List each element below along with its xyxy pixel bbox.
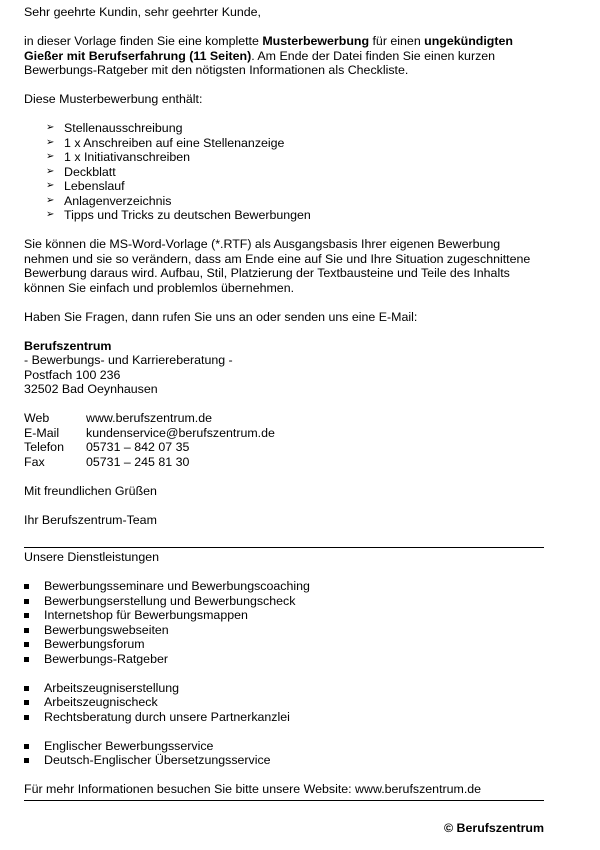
footer-info: Für mehr Informationen besuchen Sie bitte unsere Website: www.berufszentrum.de xyxy=(24,782,482,796)
copyright: © Berufszentrum xyxy=(443,821,544,835)
contact-row-email xyxy=(24,426,544,441)
square-bullet-icon xyxy=(24,628,29,633)
po-box: Postfach 100 236 xyxy=(24,367,121,382)
square-bullet-icon xyxy=(24,758,29,763)
contact-block xyxy=(24,411,544,469)
contact-label: E-Mail xyxy=(24,425,60,440)
services-list xyxy=(24,681,544,725)
list-item: Internetshop für Bewerbungsmappen xyxy=(24,608,544,623)
list-item: ➢ Lebenslauf xyxy=(46,179,125,193)
usage-line: nehmen und sie so verändern, dass am Ende eine auf Sie und Ihre Situation zugeschnittene xyxy=(24,251,531,266)
intro-text: für einen xyxy=(369,34,425,48)
contents-list xyxy=(24,121,544,223)
list-item: ➢ 1 x Anschreiben auf eine Stellenanzeige xyxy=(46,135,285,150)
contact-label: Fax xyxy=(24,454,45,469)
list-item: ➢ Deckblatt xyxy=(46,164,116,179)
list-item: Arbeitszeugnischeck xyxy=(24,695,544,710)
list-item: ➢ Stellenausschreibung xyxy=(46,121,183,135)
list-item: ➢ Tipps und Tricks zu deutschen Bewerbungen xyxy=(46,208,311,222)
square-bullet-icon xyxy=(24,715,29,720)
document-page xyxy=(24,0,544,801)
intro-bold-musterbewerbung: Musterbewerbung xyxy=(262,34,370,48)
arrow-bullet-icon: ➢ xyxy=(46,194,55,206)
intro-bold-job: Gießer mit Berufserfahrung (11 Seiten) xyxy=(24,48,252,63)
usage-paragraph xyxy=(24,237,544,295)
services-list xyxy=(24,579,544,666)
closing: Mit freundlichen Grüßen xyxy=(24,483,157,498)
address-block xyxy=(24,339,544,397)
contact-row-fax xyxy=(24,455,544,470)
arrow-bullet-icon: ➢ xyxy=(46,136,55,148)
usage-line: können Sie einfach und problemlos übernehmen. xyxy=(24,280,295,295)
contact-value: www.berufszentrum.de xyxy=(86,411,213,425)
company-name: Berufszentrum xyxy=(24,338,112,353)
square-bullet-icon xyxy=(24,686,29,691)
questions-text: Haben Sie Fragen, dann rufen Sie uns an oder senden uns eine E-Mail: xyxy=(24,309,418,324)
contact-label: Web xyxy=(24,411,50,425)
list-item: Bewerbungsforum xyxy=(24,637,544,652)
list-item: Bewerbungserstellung und Bewerbungscheck xyxy=(24,594,544,609)
list-item: Deutsch-Englischer Übersetzungsservice xyxy=(24,753,544,768)
company-tagline: - Bewerbungs- und Karriereberatung - xyxy=(24,353,233,367)
services-list xyxy=(24,739,544,768)
arrow-bullet-icon: ➢ xyxy=(46,165,55,177)
square-bullet-icon xyxy=(24,613,29,618)
square-bullet-icon xyxy=(24,599,29,604)
arrow-bullet-icon: ➢ xyxy=(46,209,55,220)
intro-text: . Am Ende der Datei finden Sie einen kurzen xyxy=(251,48,496,63)
list-item: Rechtsberatung durch unsere Partnerkanzlei xyxy=(24,710,544,725)
list-item: Englischer Bewerbungsservice xyxy=(24,739,544,754)
square-bullet-icon xyxy=(24,642,29,647)
contact-value: 05731 – 842 07 35 xyxy=(86,440,190,454)
square-bullet-icon xyxy=(24,700,29,705)
services-heading: Unsere Dienstleistungen xyxy=(24,550,159,564)
intro-text: in dieser Vorlage finden Sie eine komplette xyxy=(24,34,263,48)
contact-row-web xyxy=(24,411,544,426)
contents-heading: Diese Musterbewerbung enthält: xyxy=(24,92,203,106)
list-item: Bewerbungswebseiten xyxy=(24,623,544,638)
contact-row-phone xyxy=(24,440,544,455)
contact-label: Telefon xyxy=(24,440,64,454)
city: 32502 Bad Oeynhausen xyxy=(24,382,158,396)
contact-value: 05731 – 245 81 30 xyxy=(86,454,190,469)
list-item: Bewerbungs-Ratgeber xyxy=(24,652,544,667)
list-item: Arbeitszeugniserstellung xyxy=(24,681,544,696)
arrow-bullet-icon: ➢ xyxy=(46,122,55,133)
arrow-bullet-icon: ➢ xyxy=(46,151,55,162)
usage-line: Bewerbung daraus wird. Aufbau, Stil, Platzierung der Textbausteine und Teile des Inhalts xyxy=(24,266,510,280)
intro-paragraph xyxy=(24,34,544,78)
square-bullet-icon xyxy=(24,657,29,662)
usage-line: Sie können die MS-Word-Vorlage (*.RTF) als Ausgangsbasis Ihrer eigenen Bewerbung xyxy=(24,237,501,251)
contact-value: kundenservice@berufszentrum.de xyxy=(86,425,275,440)
greeting: Sehr geehrte Kundin, sehr geehrter Kunde, xyxy=(24,5,261,19)
square-bullet-icon xyxy=(24,584,29,589)
square-bullet-icon xyxy=(24,744,29,749)
list-item: ➢ Anlagenverzeichnis xyxy=(46,193,172,208)
divider xyxy=(24,800,544,801)
intro-bold-ungekuendigt: ungekündigten xyxy=(424,34,513,48)
signature: Ihr Berufszentrum-Team xyxy=(24,512,157,527)
intro-text: Bewerbungs-Ratgeber mit den nötigsten Informationen als Checkliste. xyxy=(24,63,409,77)
arrow-bullet-icon: ➢ xyxy=(46,180,55,191)
list-item: ➢ 1 x Initiativanschreiben xyxy=(46,150,191,164)
list-item: Bewerbungsseminare und Bewerbungscoaching xyxy=(24,579,544,594)
